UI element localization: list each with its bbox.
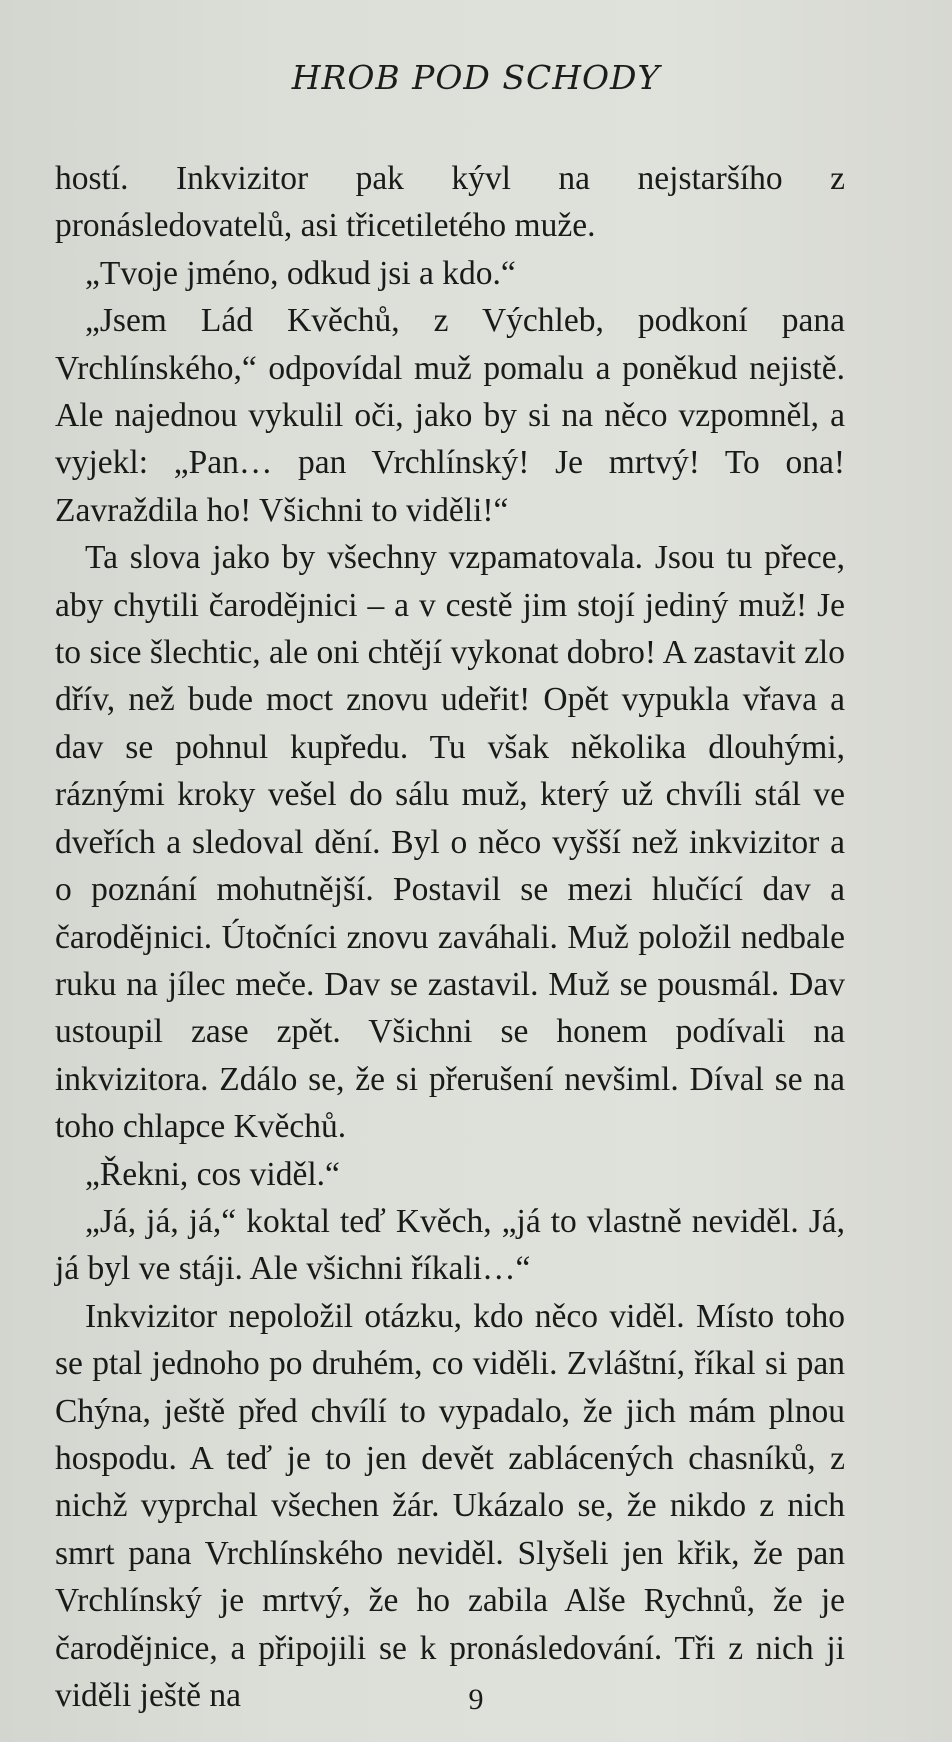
paragraph: hostí. Inkvizitor pak kývl na nejstaršího z pronásledovatelů, asi třicetiletého muže. xyxy=(55,160,845,245)
paragraph: „Tvoje jméno, odkud jsi a kdo.“ xyxy=(85,254,516,292)
paragraph: Inkvizitor nepoložil otázku, kdo něco viděl. Místo toho se ptal jednoho po druhém, co viděli. Zvláštní, říkal si pan Chýna, ještě před chvílí to vypadalo, že jich mám plnou hospodu. A teď je to jen devět zablácených chasníků, z nichž vyprchal všechen žár. Ukázalo se, že nikdo z nich smrt pana Vrchlínského neviděl. Slyšeli jen křik, že pan Vrchlínský je mrtvý, že ho zabila Alše Rychnů, že je čarodějnice, a připojili se k pronásledování. Tři z nich ji viděli ještě na xyxy=(55,1297,845,1714)
paragraph: „Já, já, já,“ koktal teď Kvěch, „já to vlastně neviděl. Já, já byl ve stáji. Ale všichni říkali…“ xyxy=(55,1202,845,1288)
body-text xyxy=(55,155,845,1719)
running-head: HROB POD SCHODY xyxy=(291,58,661,97)
paragraph: „Řekni, cos viděl.“ xyxy=(85,1155,340,1193)
paragraph: „Jsem Lád Kvěchů, z Výchleb, podkoní pana Vrchlínského,“ odpovídal muž pomalu a poněkud nejistě. Ale najednou vykulil oči, jako by si na něco vzpomněl, a vyjekl: „Pan… pan Vrchlínský! Je mrtvý! To ona! Zavraždila ho! Všichni to viděli!“ xyxy=(55,302,845,529)
paragraph: Ta slova jako by všechny vzpamatovala. Jsou tu přece, aby chytili čarodějnici – a v cestě jim stojí jediný muž! Je to sice šlechtic, ale oni chtějí vykonat dobro! A zastavit zlo dřív, než bude moct znovu udeřit! Opět vypukla vřava a dav se pohnul kupředu. Tu však několika dlouhými, ráznými kroky vešel do sálu muž, který už chvíli stál ve dveřích a sledoval dění. Byl o něco vyšší než inkvizitor a o poznání mohutnější. Postavil se mezi hlučící dav a čarodějnici. Útočníci znovu zaváhali. Muž položil nedbale ruku na jílec meče. Dav se zastavil. Muž se pousmál. Dav ustoupil zase zpět. Všichni se honem podívali na inkvizitora. Zdálo se, že si přerušení nevšiml. Díval se na toho chlapce Kvěchů. xyxy=(55,539,845,1146)
page-number: 9 xyxy=(468,1683,484,1716)
